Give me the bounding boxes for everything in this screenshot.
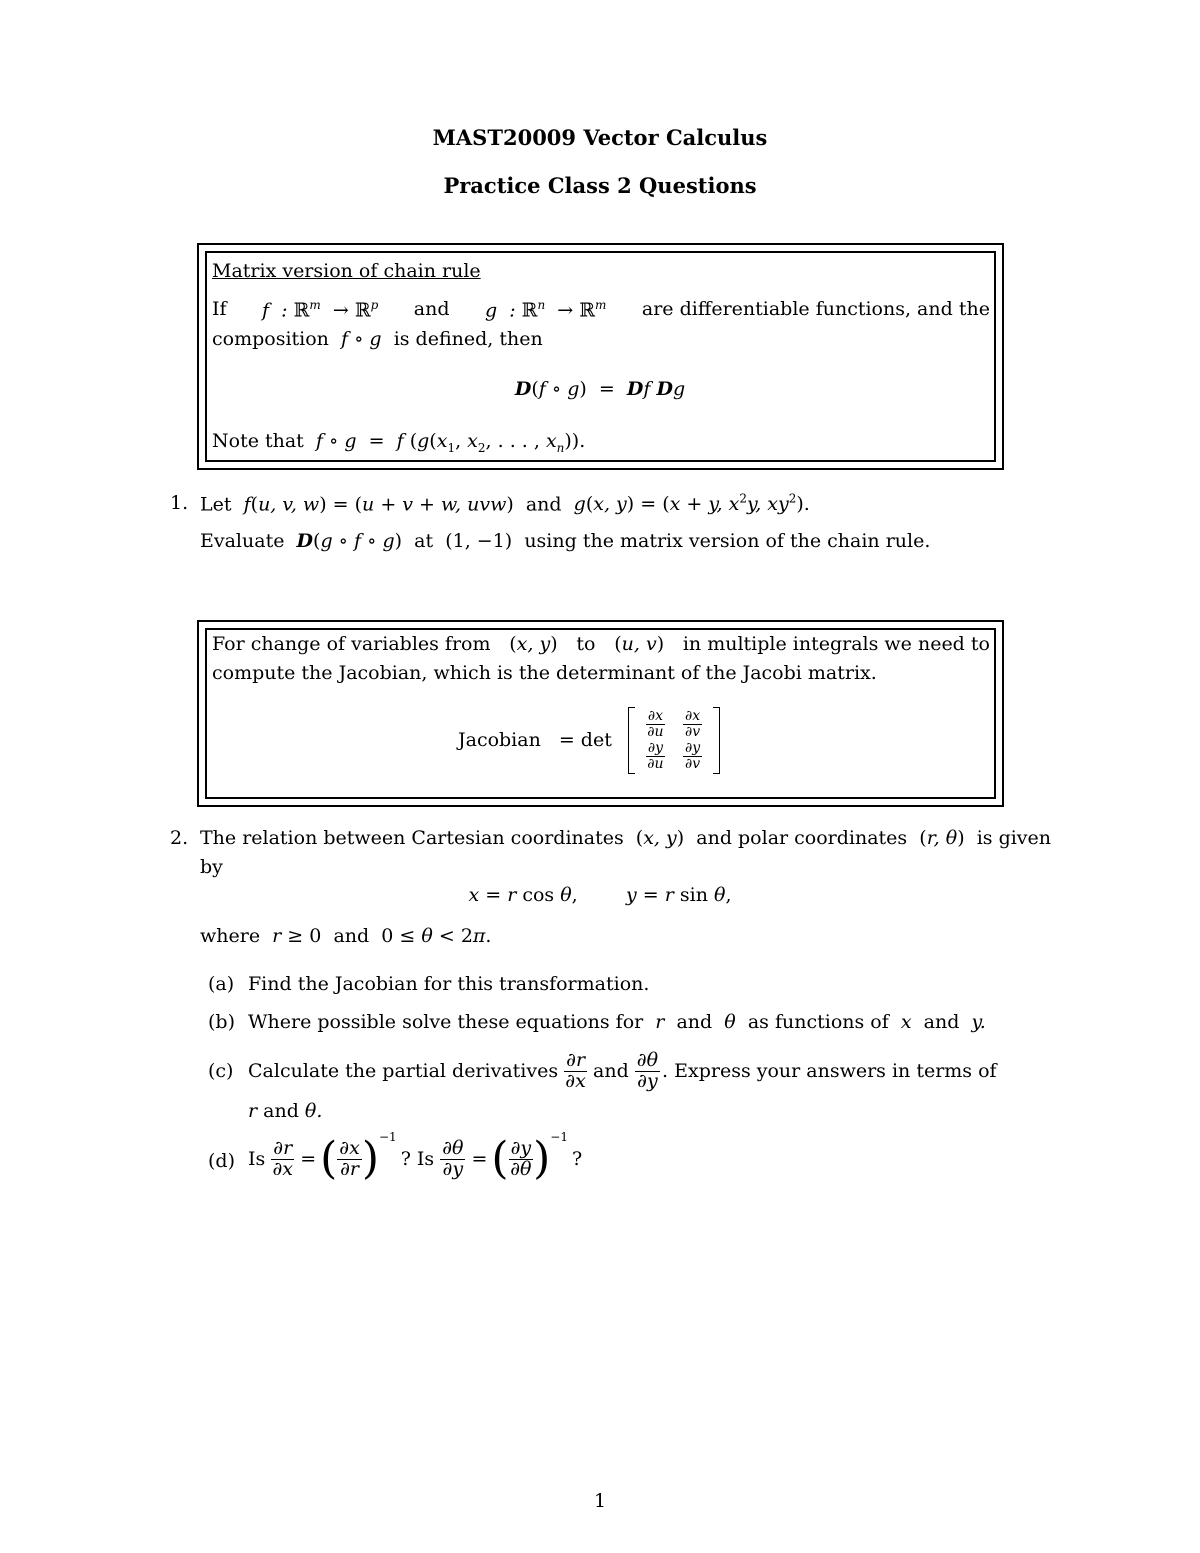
dy-dtheta-fraction: $\frac{\partial y}{\partial\theta}$ — [510, 1136, 532, 1180]
b-and-2: and — [923, 1011, 960, 1033]
part-b-label: (b) — [208, 1011, 235, 1033]
jacobi-matrix: $\frac{\partial x}{\partial u}$ $\frac{\partial x}{\partial v}$ $\frac{\partial y}{\partial u}$ $\frac{\partial y}{\partial v}$ — [628, 707, 720, 774]
change-variables-text: For change of variables from — [212, 633, 491, 655]
let-text: Let — [200, 493, 232, 516]
chain-rule-line1 — [212, 298, 990, 321]
document-subtitle: Practice Class 2 Questions — [443, 173, 757, 198]
dtheta-dy-fraction-d: $\frac{\partial\theta}{\partial y}$ — [442, 1136, 464, 1180]
and-text: and — [413, 298, 450, 320]
multiple-integrals-text: in multiple integrals we need to — [682, 633, 990, 655]
chain-rule-formula: D(f ∘ g) = Df Dg — [514, 378, 686, 400]
q2-number: 2. — [170, 827, 189, 849]
b-text-a: Where possible solve these equations for — [248, 1011, 644, 1033]
q1-line1 — [200, 492, 810, 515]
line1-rest: are differentiable functions, and the — [641, 298, 990, 320]
q1-rest: using the matrix version of the chain rule. — [524, 530, 931, 552]
part-d-label: (d) — [208, 1150, 235, 1172]
d-q2: ? — [572, 1148, 583, 1170]
and-text: and — [333, 925, 370, 947]
chain-rule-note — [212, 430, 585, 455]
dr-dx-fraction-d: $\frac{\partial r}{\partial x}$ — [272, 1136, 293, 1180]
uv-pair: (u, v) — [614, 633, 665, 655]
defined-text: is defined, then — [393, 328, 543, 350]
if-text: If — [212, 298, 227, 320]
where-text: where — [200, 925, 261, 947]
f-compose-g: f ∘ g — [334, 328, 388, 350]
dx-dr-fraction: $\frac{\partial x}{\partial r}$ — [339, 1136, 360, 1180]
note-text: Note that — [212, 430, 304, 452]
chain-rule-line2 — [212, 328, 543, 350]
r-condition: r ≥ 0 — [272, 925, 328, 947]
and-text: and — [525, 493, 562, 516]
d-is-1: Is — [248, 1148, 266, 1170]
to-text: to — [576, 633, 596, 655]
f-definition: f(u, v, w) = (u + v + w, uvw) — [243, 493, 520, 516]
point: (1, −1) — [439, 530, 519, 552]
f-map: f : ℝ$^m$ → ℝ$^p$ — [262, 298, 379, 322]
part-d-text: Is $\frac{\partial r}{\partial x}$ = ( $\frac{\partial x}{\partial r}$ ) $^{-1}$ ? Is $\frac{\partial\theta}{\partial y}$ = ( $\frac{\partial y}{\partial\theta}$ ) $^{-1}$ ? — [248, 1130, 583, 1184]
q1-number: 1. — [170, 492, 189, 514]
d-q1: ? Is — [400, 1148, 435, 1170]
cartesian-text: The relation between Cartesian coordinates — [200, 827, 624, 849]
jacobian-line1 — [212, 633, 990, 655]
chain-rule-heading — [212, 260, 481, 282]
q2-by: by — [200, 856, 223, 878]
c-text-c: and — [263, 1100, 299, 1122]
r-theta-coords: (r, θ) — [913, 827, 971, 849]
part-a-text: Find the Jacobian for this transformation. — [248, 973, 650, 995]
c-and: and — [593, 1060, 629, 1082]
det-label: = det — [558, 729, 612, 752]
g-definition: g(x, y) = (x + y, $x^2y$, $xy^2$). — [573, 492, 810, 516]
g-map: g : ℝ$^n$ → ℝ$^m$ — [484, 298, 607, 322]
c-text-b: . Express your answers in terms of — [662, 1060, 997, 1082]
b-text-b: as functions of — [747, 1011, 889, 1033]
part-a-label: (a) — [208, 973, 235, 995]
b-and-1: and — [676, 1011, 713, 1033]
jacobian-formula — [458, 707, 720, 774]
polar-equations: x = r cos θ, y = r sin θ, — [468, 884, 732, 906]
part-b-text: Where possible solve these equations for r and θ as functions of x and y. — [248, 1011, 986, 1033]
at-text: at — [414, 530, 434, 552]
xy-pair: (x, y) — [509, 633, 558, 655]
chain-rule-heading-text: Matrix version of chain rule — [212, 260, 481, 282]
note-formula: f ∘ g = f ($g(x_1$, $x_2$, . . . , $x_n$)). — [315, 430, 586, 455]
is-given-text: is given — [976, 827, 1052, 849]
q2-line1 — [200, 827, 1051, 849]
composite-derivative: D(g ∘ f ∘ g) — [296, 530, 409, 552]
composition-text: composition — [212, 328, 329, 350]
c-text-a: Calculate the partial derivatives — [248, 1060, 559, 1082]
part-c-text — [248, 1042, 997, 1100]
evaluate-text: Evaluate — [200, 530, 285, 552]
polar-text: and polar coordinates — [696, 827, 908, 849]
page-number: 1 — [593, 1490, 607, 1512]
q2-where — [200, 925, 491, 947]
part-c-label: (c) — [208, 1060, 234, 1082]
q1-line2 — [200, 530, 930, 552]
part-c-line2: r and θ. — [248, 1100, 323, 1122]
theta-condition: 0 ≤ θ < 2π. — [375, 925, 492, 947]
dtheta-dy-fraction: $\frac{\partial\theta}{\partial y}$ — [636, 1048, 659, 1092]
xy-coords: (x, y) — [629, 827, 691, 849]
jacobian-label: Jacobian — [458, 729, 541, 752]
dr-dx-fraction: $\frac{\partial r}{\partial x}$ — [565, 1048, 586, 1092]
jacobian-line2: compute the Jacobian, which is the determinant of the Jacobi matrix. — [212, 662, 877, 684]
course-title: MAST20009 Vector Calculus — [432, 125, 768, 150]
